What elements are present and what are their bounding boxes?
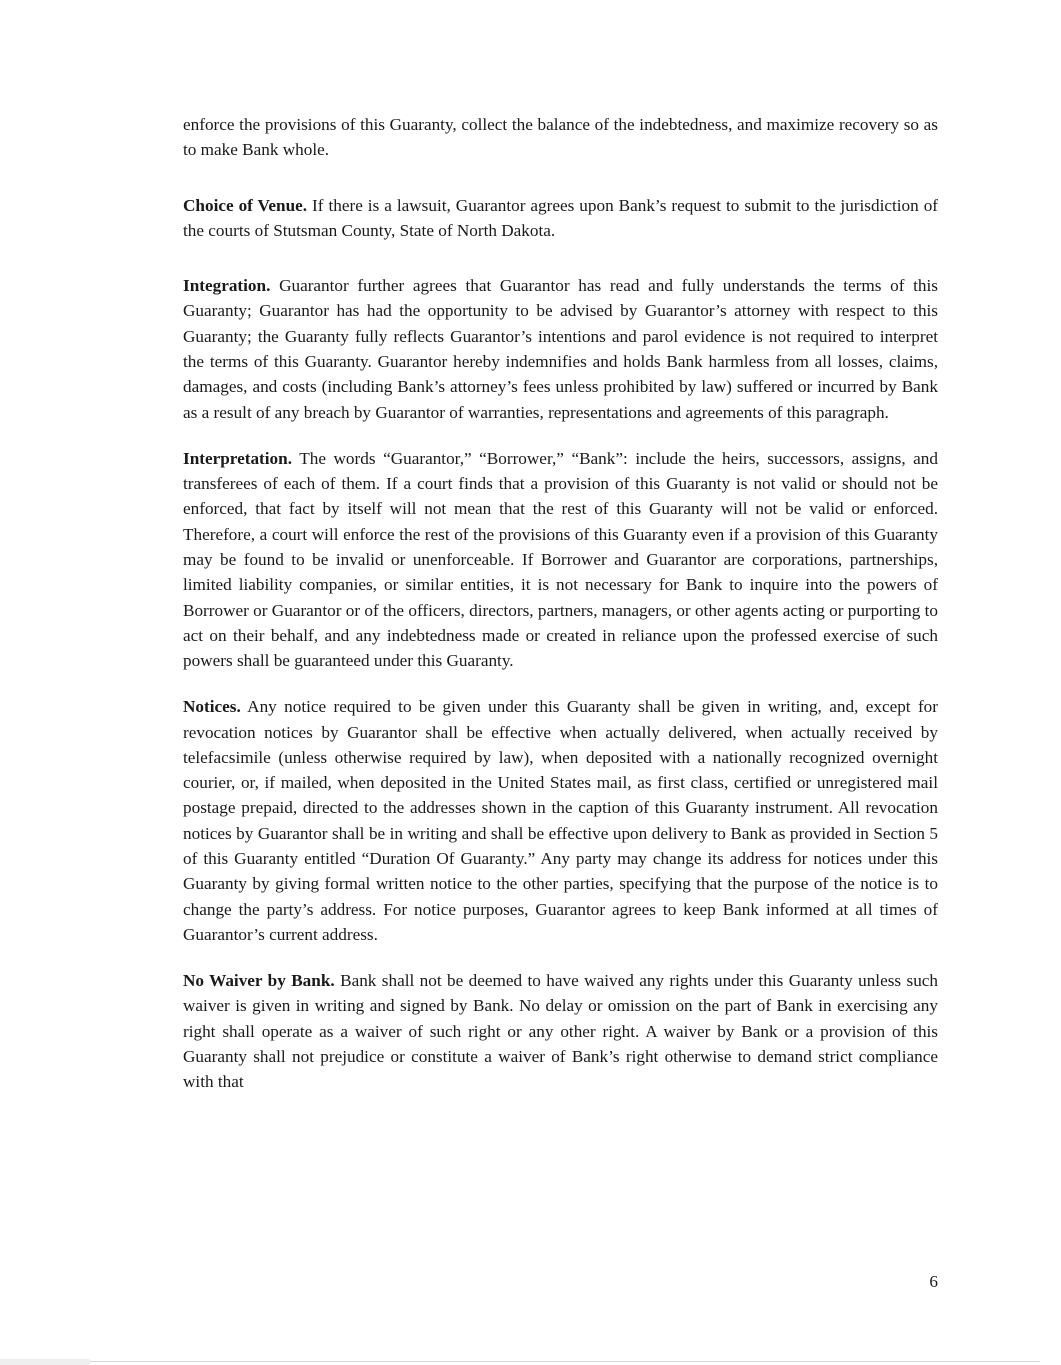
document-body (183, 112, 938, 1095)
paragraph-interpretation (183, 446, 938, 674)
paragraph-text: enforce the provisions of this Guaranty, collect the balance of the indebtedness, and maximize recovery so as to make Bank whole. (183, 115, 938, 160)
paragraph-heading: Integration. (183, 276, 271, 296)
paragraph-heading: Choice of Venue. (183, 195, 308, 215)
paragraph-integration (183, 273, 938, 425)
paragraph-text: Any notice required to be given under this Guaranty shall be given in writing, and, except for revocation notices by Guarantor shall be effective when actually delivered, when actually received by telefacsimile (unless otherwise required by law), when deposited with a nationally recognized overnight courier, or, if mailed, when deposited in the United States mail, as first class, certified or unregistered mail postage prepaid, directed to the addresses shown in the caption of this Guaranty instrument. All revocation notices by Guarantor shall be in writing and shall be effective upon delivery to Bank as provided in Section 5 of this Guaranty entitled “Duration Of Guaranty.” Any party may change its address for notices under this Guaranty by giving formal written notice to the other parties, specifying that the purpose of the notice is to change the party’s address. For notice purposes, Guarantor agrees to keep Bank informed at all times of Guarantor’s current address. (183, 697, 938, 944)
scan-edge-line (30, 1361, 1040, 1362)
scan-edge-artifact (0, 1359, 1061, 1365)
paragraph-text: Guarantor further agrees that Guarantor has read and fully understands the terms of this Guaranty; Guarantor has had the opportunity to be advised by Guarantor’s attorney with respect to this Guaranty; the Guaranty fully reflects Guarantor’s intentions and parol evidence is not required to interpret the terms of this Guaranty. Guarantor hereby indemnifies and holds Bank harmless from all losses, claims, damages, and costs (including Bank’s attorney’s fees unless prohibited by law) suffered or incurred by Bank as a result of any breach by Guarantor of warranties, representations and agreements of this paragraph. (183, 276, 938, 422)
paragraph-text: The words “Guarantor,” “Borrower,” “Bank”: include the heirs, successors, assigns, and transferees of each of them. If a court finds that a provision of this Guaranty is not valid or should not be enforced, that fact by itself will not mean that the rest of this Guaranty will not be valid or enforced. Therefore, a court will enforce the rest of the provisions of this Guaranty even if a provision of this Guaranty may be found to be invalid or unenforceable. If Borrower and Guarantor are corporations, partnerships, limited liability companies, or similar entities, it is not necessary for Bank to inquire into the powers of Borrower or Guarantor or of the officers, directors, partners, managers, or other agents acting or purporting to act on their behalf, and any indebtedness made or created in reliance upon the professed exercise of such powers shall be guaranteed under this Guaranty. (183, 448, 938, 671)
paragraph-notices (183, 694, 938, 947)
scan-edge-corner (0, 1359, 90, 1365)
paragraph-text: If there is a lawsuit, Guarantor agrees upon Bank’s request to submit to the jurisdiction of the courts of Stutsman County, State of North Dakota. (183, 195, 939, 240)
paragraph-choice-of-venue (183, 193, 938, 244)
paragraph-no-waiver-by-bank (183, 968, 938, 1094)
page-number: 6 (929, 1272, 938, 1291)
paragraph-text: Bank shall not be deemed to have waived any rights under this Guaranty unless such waiver is given in writing and signed by Bank. No delay or omission on the part of Bank in exercising any right shall operate as a waiver of such right or any other right. A waiver by Bank or a provision of this Guaranty shall not prejudice or constitute a waiver of Bank’s right otherwise to demand strict compliance with that (183, 971, 939, 1092)
paragraph-heading: Interpretation. (183, 448, 292, 468)
paragraph-heading: Notices. (183, 697, 241, 717)
paragraph-heading: No Waiver by Bank. (183, 971, 335, 991)
paragraph-continuation (183, 112, 938, 163)
